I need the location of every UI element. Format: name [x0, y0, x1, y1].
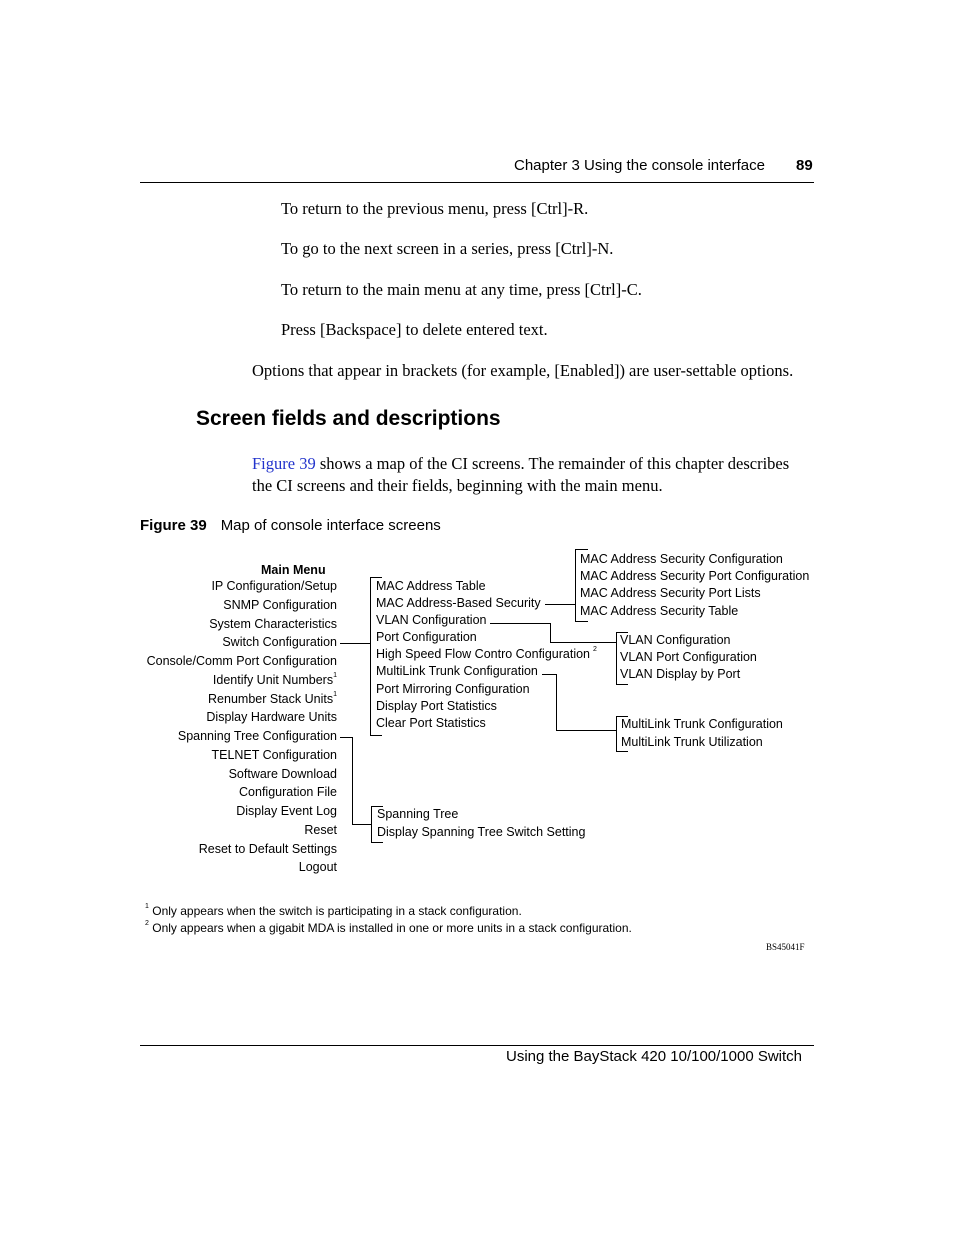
main-menu-item: Reset to Default Settings [198, 841, 337, 856]
main-menu-item: Switch Configuration [222, 635, 337, 650]
stp-item: Display Spanning Tree Switch Setting [377, 825, 586, 839]
switch-config-item: Port Configuration [376, 630, 477, 645]
footnote-text: Only appears when a gigabit MDA is installed in one or more units in a stack configuration. [152, 921, 632, 935]
main-menu-item: Reset [304, 822, 337, 837]
main-menu-item: Renumber Stack Units$^1$ [208, 690, 337, 706]
main-menu-item: SNMP Configuration [223, 597, 337, 612]
switch-config-item: MAC Address-Based Security [376, 596, 541, 611]
mlt-item: MultiLink Trunk Configuration [621, 717, 783, 731]
figure-label: Figure 39 [140, 517, 207, 534]
footnote [145, 904, 522, 918]
switch-config-item: MAC Address Table [376, 579, 486, 593]
footer-text: Using the BayStack 420 10/100/1000 Switch [506, 1048, 803, 1065]
mac-security-item: MAC Address Security Configuration [580, 552, 783, 566]
main-menu-item: Console/Comm Port Configuration [146, 654, 337, 668]
main-menu-title: Main Menu [261, 563, 326, 577]
chapter-title: Chapter 3 Using the console interface [514, 157, 765, 174]
footnote-text: Only appears when the switch is participating in a stack configuration. [152, 904, 522, 918]
section-heading: Screen fields and descriptions [196, 407, 501, 430]
page-number: 89 [796, 157, 813, 174]
main-menu-item: TELNET Configuration [211, 747, 337, 762]
footnote-mark: 2 [145, 920, 149, 927]
footer-rule [140, 1045, 814, 1046]
mac-security-menu [580, 553, 809, 622]
stp-menu [377, 808, 585, 844]
figure-caption-text: Map of console interface screens [220, 517, 441, 534]
figure-link[interactable]: Figure 39 [252, 454, 316, 473]
main-menu-list [140, 580, 337, 880]
mlt-item: MultiLink Trunk Utilization [621, 735, 763, 749]
main-menu-item: Configuration File [239, 785, 337, 800]
switch-config-item: Clear Port Statistics [376, 715, 486, 730]
main-menu-item: Logout [298, 860, 337, 875]
footnote-mark: 1 [145, 903, 149, 910]
switch-config-item: MultiLink Trunk Configuration [376, 664, 538, 679]
main-menu-item: Display Hardware Units [206, 710, 337, 725]
switch-config-menu [376, 580, 597, 734]
switch-config-item: VLAN Configuration [376, 613, 487, 628]
section-body-line2: the CI screens and their fields, beginning with the main menu. [252, 476, 663, 495]
mac-security-item: MAC Address Security Port Configuration [580, 569, 810, 584]
mlt-menu [621, 718, 783, 754]
switch-config-item: Display Port Statistics [376, 698, 497, 713]
main-menu-item: Identify Unit Numbers$^1$ [212, 671, 337, 687]
vlan-item: VLAN Port Configuration [620, 650, 757, 664]
switch-config-item: Port Mirroring Configuration [376, 681, 530, 696]
paragraph: To go to the next screen in a series, press [Ctrl]-N. [281, 239, 614, 258]
main-menu-item: Software Download [228, 766, 337, 781]
footnote [145, 921, 632, 935]
main-menu-item: Display Event Log [236, 804, 337, 818]
paragraph: Options that appear in brackets (for example, [Enabled]) are user-settable options. [252, 361, 794, 380]
paragraph: To return to the previous menu, press [Ctrl]-R. [281, 199, 589, 218]
figure-id: BS45041F [766, 942, 805, 952]
switch-config-item: High Speed Flow Contro Configuration $^2$ [376, 646, 597, 662]
main-menu-item: Spanning Tree Configuration [177, 729, 337, 743]
mac-security-item: MAC Address Security Table [580, 603, 739, 618]
mac-security-item: MAC Address Security Port Lists [580, 586, 761, 601]
vlan-item: VLAN Configuration [620, 633, 731, 647]
vlan-item: VLAN Display by Port [620, 667, 741, 681]
main-menu-item: IP Configuration/Setup [211, 579, 337, 593]
vlan-menu [620, 634, 757, 685]
paragraph: To return to the main menu at any time, press [Ctrl]-C. [281, 280, 642, 299]
section-body-text: shows a map of the CI screens. The remainder of this chapter describes [315, 454, 790, 473]
paragraph: Press [Backspace] to delete entered text. [281, 320, 548, 339]
stp-item: Spanning Tree [377, 807, 459, 821]
main-menu-item: System Characteristics [209, 616, 337, 631]
